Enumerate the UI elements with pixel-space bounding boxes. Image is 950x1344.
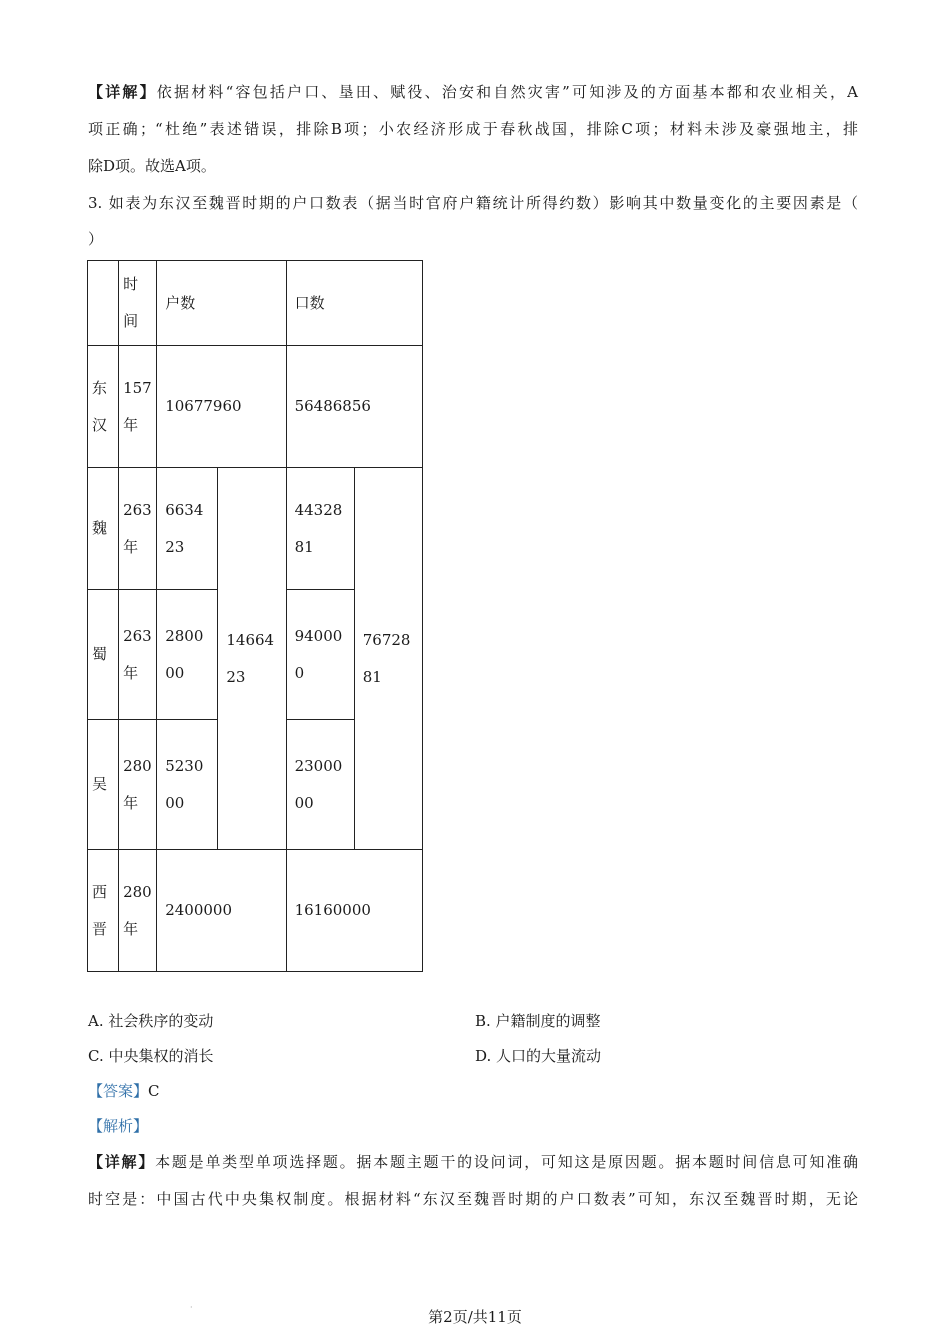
- detail-line-1: 【详解】本题是单类型单项选择题。据本题主题干的设问词，可知这是原因题。据本题时间信息可知准确: [88, 1153, 858, 1171]
- year-cell: 263年: [119, 590, 157, 720]
- option-d[interactable]: D. 人口的大量流动: [475, 1047, 602, 1065]
- option-c[interactable]: C. 中央集权的消长: [88, 1047, 214, 1065]
- detail-label: 【详解】: [88, 83, 157, 101]
- table-header-row: [88, 261, 423, 346]
- header-empty-cell: [88, 261, 119, 346]
- answer-label: 【答案】: [88, 1082, 149, 1100]
- year-cell: 263年: [119, 468, 157, 590]
- dynasty-cell: 东汉: [88, 346, 119, 468]
- year-cell: 157年: [119, 346, 157, 468]
- option-b[interactable]: B. 户籍制度的调整: [475, 1012, 601, 1030]
- table-row: [88, 850, 423, 972]
- detail-line-2: 时空是：中国古代中央集权制度。根据材料“东汉至魏晋时期的户口数表”可知，东汉至魏晋时期，无论: [88, 1190, 858, 1208]
- three-kingdoms-population-total: 7672881: [354, 468, 422, 850]
- year-cell: 280年: [119, 720, 157, 850]
- households-cell: 663423: [157, 468, 218, 590]
- dynasty-cell: 蜀: [88, 590, 119, 720]
- dynasty-cell: 吴: [88, 720, 119, 850]
- answer-line: [88, 1081, 160, 1101]
- decorative-dot: ·: [190, 1303, 193, 1312]
- analysis-line: [88, 1116, 148, 1136]
- households-cell: 523000: [157, 720, 218, 850]
- prev-detail-line-1: 【详解】依据材料“容包括户口、垦田、赋役、治安和自然灾害”可知涉及的方面基本都和农业相关，A: [88, 83, 858, 101]
- dynasty-cell: 西晋: [88, 850, 119, 972]
- header-population: 口数: [286, 261, 422, 346]
- household-population-table: [87, 260, 423, 972]
- population-cell: 56486856: [286, 346, 422, 468]
- population-cell: 4432881: [286, 468, 354, 590]
- answer-value: C: [148, 1082, 160, 1100]
- question-stem: 3. 如表为东汉至魏晋时期的户口数表（据当时官府户籍统计所得约数）影响其中数量变化的主要因素是（: [88, 194, 858, 212]
- option-a[interactable]: A. 社会秩序的变动: [88, 1012, 214, 1030]
- table-row: [88, 346, 423, 468]
- households-cell: 2400000: [157, 850, 286, 972]
- prev-detail-line-3: 除D项。故选A项。: [88, 157, 216, 175]
- dynasty-cell: 魏: [88, 468, 119, 590]
- page-footer: 第2页/共11页: [428, 1308, 522, 1326]
- header-households: 户数: [157, 261, 286, 346]
- analysis-label: 【解析】: [88, 1117, 149, 1135]
- detail-label: 【详解】: [88, 1153, 156, 1171]
- table-row: [88, 468, 423, 590]
- households-cell: 280000: [157, 590, 218, 720]
- year-cell: 280年: [119, 850, 157, 972]
- question-stem-close: ）: [88, 230, 104, 248]
- population-cell: 16160000: [286, 850, 422, 972]
- population-cell: 940000: [286, 590, 354, 720]
- three-kingdoms-households-total: 1466423: [218, 468, 286, 850]
- header-time: 时间: [119, 261, 157, 346]
- population-cell: 2300000: [286, 720, 354, 850]
- prev-detail-line-2: 项正确；“杜绝”表述错误，排除B项；小农经济形成于春秋战国，排除C项；材料未涉及豪强地主，排: [88, 120, 858, 138]
- households-cell: 10677960: [157, 346, 286, 468]
